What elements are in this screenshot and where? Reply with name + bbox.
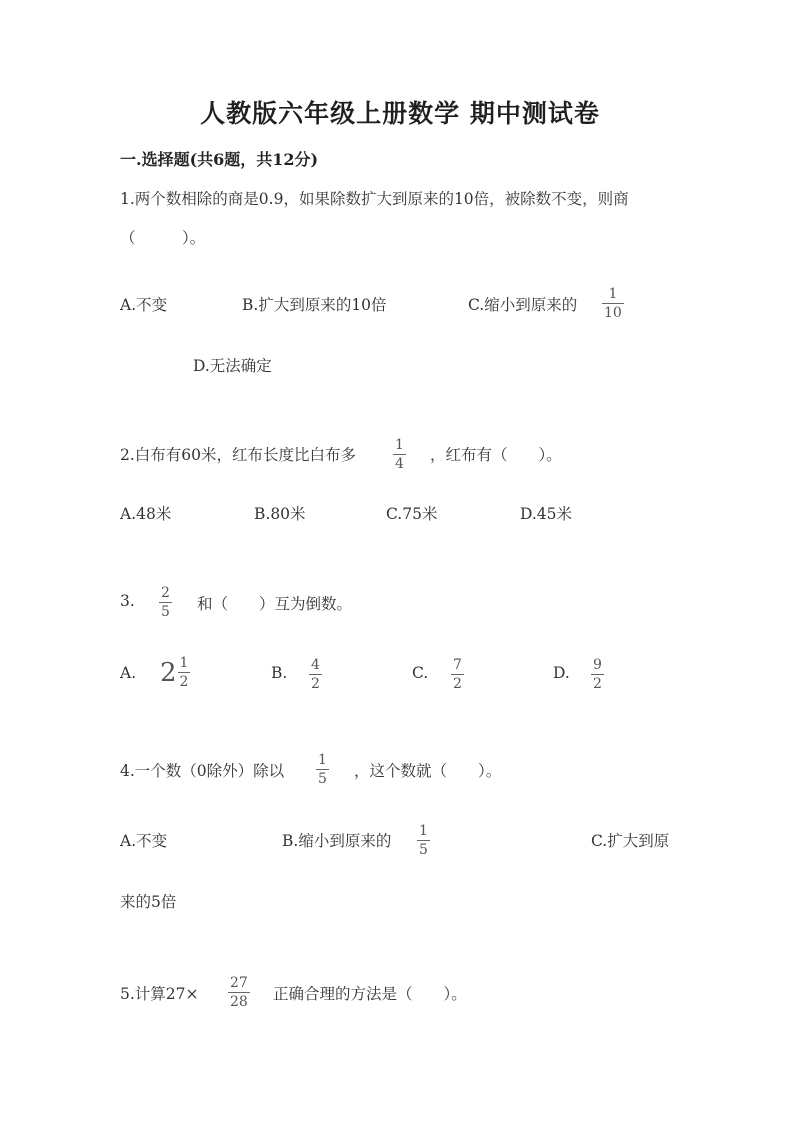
q3-option-c-fraction <box>451 658 464 691</box>
fraction-bar <box>417 840 430 841</box>
q2-stem-part2: ，红布有（ ）。 <box>430 446 562 464</box>
fraction-numerator: 9 <box>593 657 602 673</box>
fraction-denominator: 28 <box>230 994 248 1010</box>
q3-number: 3. <box>120 592 135 610</box>
fraction-bar <box>228 992 250 993</box>
mixed-fraction <box>178 656 191 689</box>
q1-option-a: A.不变 <box>120 296 168 314</box>
q1-stem-line2: （ ）。 <box>120 229 206 247</box>
fraction-bar <box>309 674 322 675</box>
fraction-numerator: 1 <box>608 286 618 302</box>
q3-option-a: A. <box>120 664 137 682</box>
q1-option-d: D.无法确定 <box>193 357 272 375</box>
q2-option-c: C.75米 <box>386 505 438 523</box>
fraction-numerator: 1 <box>318 752 327 768</box>
fraction-bar <box>602 303 624 304</box>
q3-option-a-mixed-number <box>160 656 190 689</box>
fraction-numerator: 4 <box>311 657 320 673</box>
q2-stem-fraction <box>393 438 406 471</box>
fraction-denominator: 2 <box>593 676 602 692</box>
fraction-denominator: 2 <box>179 674 189 690</box>
fraction-bar <box>451 674 464 675</box>
q4-option-b-fraction <box>417 824 430 857</box>
fraction-denominator: 2 <box>311 676 320 692</box>
q2-stem-part1: 2.白布有60米，红布长度比白布多 <box>120 446 357 464</box>
fraction-numerator: 2 <box>161 585 170 601</box>
q4-option-c-line2: 来的5倍 <box>120 893 177 911</box>
q3-option-d-fraction <box>591 658 604 691</box>
q4-option-c-line1: C.扩大到原 <box>591 832 670 850</box>
q2-option-d: D.45米 <box>520 505 573 523</box>
fraction-denominator: 2 <box>453 676 462 692</box>
fraction-denominator: 4 <box>395 456 404 472</box>
q3-option-b: B. <box>271 664 288 682</box>
q4-option-a: A.不变 <box>120 832 168 850</box>
fraction-numerator: 1 <box>395 437 404 453</box>
section-heading: 一.选择题(共6题，共12分) <box>120 150 319 169</box>
q1-option-b: B.扩大到原来的10倍 <box>242 296 387 314</box>
q3-stem-fraction <box>159 586 172 619</box>
fraction-bar <box>159 602 172 603</box>
fraction-denominator: 5 <box>161 604 170 620</box>
q1-stem-line1: 1.两个数相除的商是0.9，如果除数扩大到原来的10倍，被除数不变，则商 <box>120 190 629 208</box>
fraction-bar <box>393 454 406 455</box>
fraction-numerator: 7 <box>453 657 462 673</box>
fraction-denominator: 5 <box>318 771 327 787</box>
q3-option-d: D. <box>553 664 570 682</box>
q2-option-b: B.80米 <box>254 505 306 523</box>
q5-stem-part2: 正确合理的方法是（ ）。 <box>273 985 467 1003</box>
fraction-bar <box>178 672 191 673</box>
q1-option-c-fraction <box>602 287 624 320</box>
fraction-numerator: 27 <box>230 975 248 991</box>
fraction-bar <box>316 769 329 770</box>
q4-stem-fraction <box>316 753 329 786</box>
fraction-numerator: 1 <box>419 823 428 839</box>
q3-stem-part2: 和（ ）互为倒数。 <box>197 595 353 613</box>
fraction-numerator: 1 <box>179 655 189 671</box>
q2-option-a: A.48米 <box>120 505 172 523</box>
fraction-bar <box>591 674 604 675</box>
q1-option-c: C.缩小到原来的 <box>468 296 578 314</box>
q5-stem-part1: 5.计算27× <box>120 985 199 1003</box>
mixed-whole: 2 <box>160 657 177 688</box>
q4-stem-part1: 4.一个数（0除外）除以 <box>120 762 285 780</box>
q3-option-c: C. <box>412 664 429 682</box>
page-title: 人教版六年级上册数学 期中测试卷 <box>200 99 600 128</box>
q4-option-b: B.缩小到原来的 <box>282 832 392 850</box>
q4-stem-part2: ，这个数就（ ）。 <box>354 762 502 780</box>
fraction-denominator: 5 <box>419 842 428 858</box>
q5-stem-fraction <box>228 976 250 1009</box>
q3-option-b-fraction <box>309 658 322 691</box>
fraction-denominator: 10 <box>604 305 622 321</box>
